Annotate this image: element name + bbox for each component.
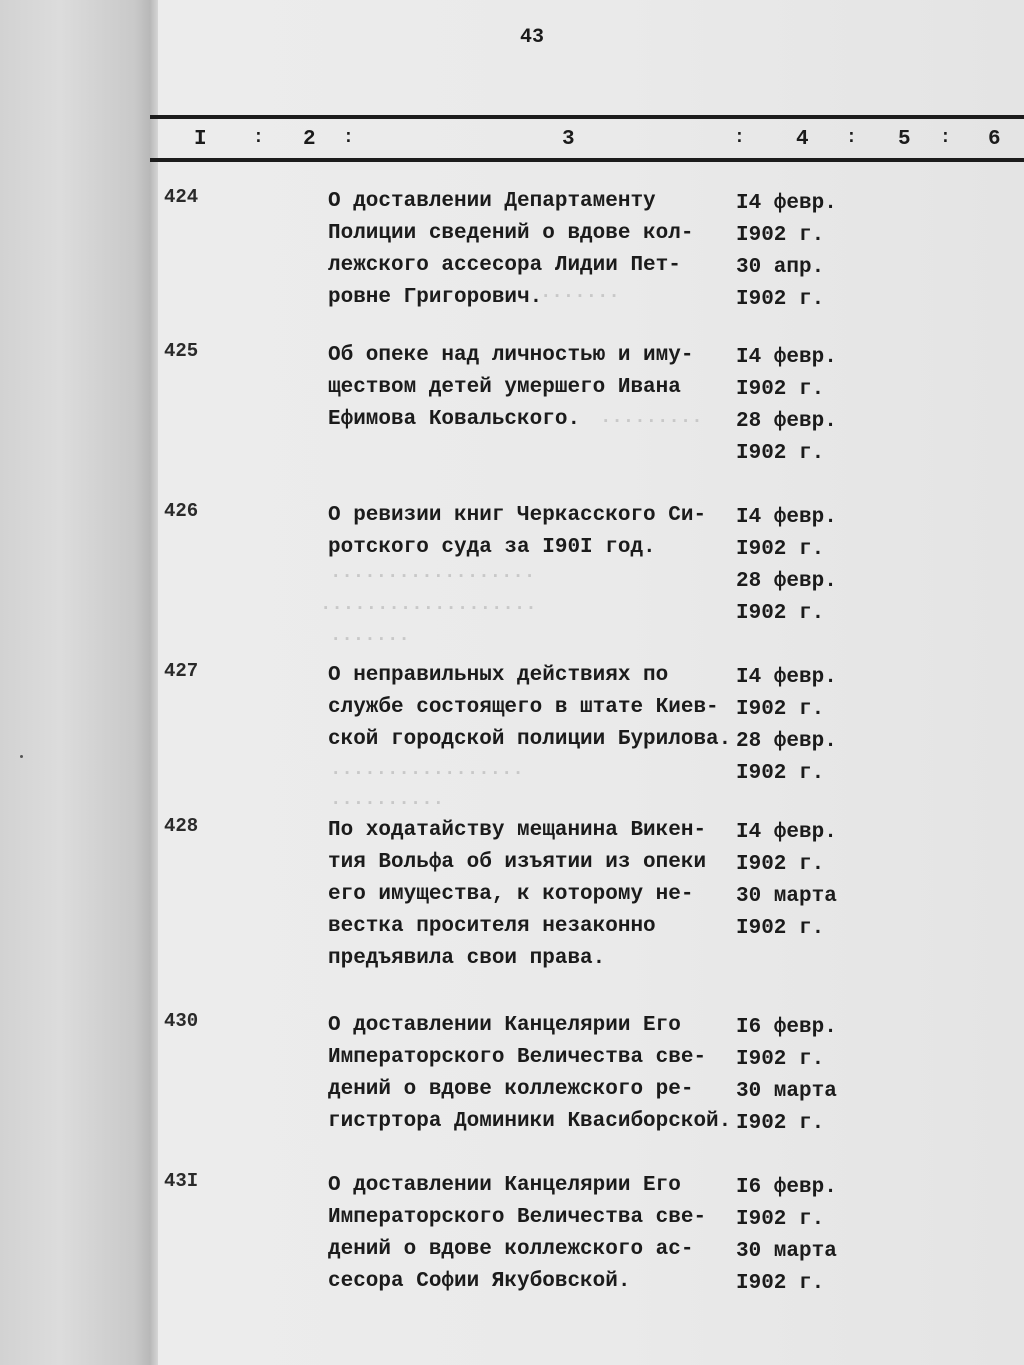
header-col-2: 2 <box>303 128 316 151</box>
start-date: I4 февр. <box>736 821 837 844</box>
description-line: Полиции сведений о вдове кол- <box>328 222 694 245</box>
header-separator: : <box>846 128 857 148</box>
end-date: 30 марта <box>736 1240 837 1263</box>
description-line: тия Вольфа об изъятии из опеки <box>328 851 707 874</box>
end-date: 28 февр. <box>736 730 837 753</box>
end-date: 30 марта <box>736 885 837 908</box>
bleed-through-text: ··················· <box>320 597 537 619</box>
description-line: Об опеке над личностью и иму- <box>328 344 694 367</box>
entry-dates <box>736 342 837 470</box>
start-date: I4 февр. <box>736 506 837 529</box>
bleed-through-text: ······· <box>330 628 410 650</box>
description-line: Императорского Величества све- <box>328 1046 707 1069</box>
bleed-through-text: ········· <box>600 410 703 432</box>
description-line: О доставлении Канцелярии Его <box>328 1174 681 1197</box>
page-number: 43 <box>520 26 545 49</box>
end-year: I902 г. <box>736 762 825 785</box>
entry-number: 426 <box>164 500 199 522</box>
description-line: О неправильных действиях по <box>328 664 669 687</box>
end-year: I902 г. <box>736 1272 825 1295</box>
header-col-5: 5 <box>898 128 911 151</box>
description-line: По ходатайству мещанина Викен- <box>328 819 707 842</box>
description-line: ровне Григорович. <box>328 286 543 309</box>
description-line: ской городской полиции Бурилова. <box>328 728 732 751</box>
start-date: I6 февр. <box>736 1016 837 1039</box>
end-date: 28 февр. <box>736 410 837 433</box>
entry-number: 425 <box>164 340 199 362</box>
start-date: I6 февр. <box>736 1176 837 1199</box>
bleed-through-text: ·········· <box>330 792 445 814</box>
start-year: I902 г. <box>736 538 825 561</box>
header-separator: : <box>940 128 951 148</box>
start-year: I902 г. <box>736 224 825 247</box>
book-gutter <box>0 0 158 1365</box>
entry-dates <box>736 662 837 790</box>
start-date: I4 февр. <box>736 346 837 369</box>
entry-dates <box>736 1012 837 1140</box>
description-line: Императорского Величества све- <box>328 1206 707 1229</box>
entry-number: 424 <box>164 186 199 208</box>
end-date: 30 апр. <box>736 256 825 279</box>
header-col-3: 3 <box>562 128 575 151</box>
bleed-through-text: ······· <box>540 285 620 307</box>
header-separator: : <box>734 128 745 148</box>
description-line: предъявила свои права. <box>328 947 606 970</box>
end-date: 30 марта <box>736 1080 837 1103</box>
bleed-through-text: ················· <box>330 762 524 784</box>
description-line: службе состоящего в штате Киев- <box>328 696 719 719</box>
entry-dates <box>736 502 837 630</box>
description-line: лежского ассесора Лидии Пет- <box>328 254 681 277</box>
description-line: гистртора Доминики Квасиборской. <box>328 1110 732 1133</box>
header-separator: : <box>343 128 354 148</box>
entry-description <box>328 815 748 975</box>
entry-description <box>328 340 748 436</box>
description-line: О доставлении Департаменту <box>328 190 656 213</box>
end-year: I902 г. <box>736 288 825 311</box>
end-year: I902 г. <box>736 602 825 625</box>
entry-description <box>328 660 748 756</box>
table-header-rule <box>150 158 1024 162</box>
header-col-4: 4 <box>796 128 809 151</box>
start-year: I902 г. <box>736 1048 825 1071</box>
start-year: I902 г. <box>736 853 825 876</box>
header-col-1: I <box>194 128 207 151</box>
description-line: О доставлении Канцелярии Его <box>328 1014 681 1037</box>
start-year: I902 г. <box>736 1208 825 1231</box>
entry-description <box>328 500 748 564</box>
entry-number: 428 <box>164 815 199 837</box>
description-line: ротского суда за I90I год. <box>328 536 656 559</box>
description-line: дений о вдове коллежского ас- <box>328 1238 694 1261</box>
start-date: I4 февр. <box>736 666 837 689</box>
start-year: I902 г. <box>736 378 825 401</box>
page-speck <box>20 755 23 758</box>
end-date: 28 февр. <box>736 570 837 593</box>
entry-dates <box>736 1172 837 1300</box>
entry-dates <box>736 817 837 945</box>
description-line: его имущества, к которому не- <box>328 883 694 906</box>
header-col-6: 6 <box>988 128 1001 151</box>
start-year: I902 г. <box>736 698 825 721</box>
entry-number: 430 <box>164 1010 199 1032</box>
description-line: О ревизии книг Черкасского Си- <box>328 504 707 527</box>
table-header <box>150 128 1024 156</box>
description-line: сесора Софии Якубовской. <box>328 1270 631 1293</box>
entry-number: 427 <box>164 660 199 682</box>
description-line: ществом детей умершего Ивана <box>328 376 681 399</box>
bleed-through-text: ·················· <box>330 565 536 587</box>
entry-description <box>328 1170 748 1298</box>
entry-number: 43I <box>164 1170 199 1192</box>
entry-description <box>328 186 748 314</box>
end-year: I902 г. <box>736 1112 825 1135</box>
entry-description <box>328 1010 748 1138</box>
description-line: дений о вдове коллежского ре- <box>328 1078 694 1101</box>
end-year: I902 г. <box>736 917 825 940</box>
description-line: Ефимова Ковальского. <box>328 408 581 431</box>
start-date: I4 февр. <box>736 192 837 215</box>
end-year: I902 г. <box>736 442 825 465</box>
description-line: вестка просителя незаконно <box>328 915 656 938</box>
header-separator: : <box>253 128 264 148</box>
entry-dates <box>736 188 837 316</box>
table-top-rule <box>150 115 1024 119</box>
